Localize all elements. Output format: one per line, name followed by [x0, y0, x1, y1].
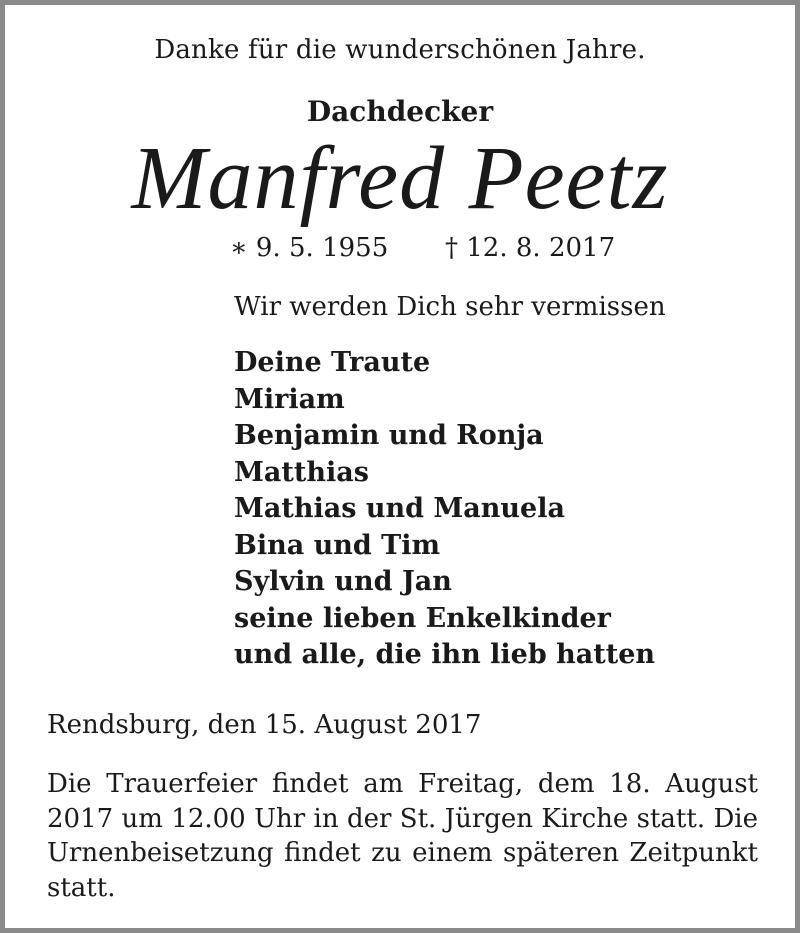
mourner: Deine Traute	[234, 347, 431, 378]
mourners-list	[234, 345, 655, 674]
mourner: Bina und Tim	[234, 529, 441, 561]
mourner: Miriam	[234, 383, 345, 415]
mourner: Benjamin und Ronja	[234, 420, 544, 451]
place-and-date: Rendsburg, den 15. August 2017	[47, 710, 482, 740]
mourner: und alle, die ihn lieb hatten	[234, 639, 656, 670]
mourner: Mathias und Manuela	[234, 493, 565, 524]
epigraph: Danke für die wunderschönen Jahre.	[154, 35, 646, 65]
ceremony-info: Die Trauerfeier findet am Freitag, dem 18. August 2017 um 12.00 Uhr in der St. Jürgen Kirche statt. Die Urnenbeisetzung findet zu einem späteren Zeitpunkt statt.	[47, 769, 758, 903]
birth-date: ∗ 9. 5. 1955	[230, 233, 389, 263]
mourner: seine lieben Enkelkinder	[234, 602, 611, 634]
farewell-line: Wir werden Dich sehr vermissen	[234, 292, 666, 322]
deceased-name: Manfred Peetz	[131, 129, 669, 228]
profession: Dachdecker	[306, 95, 494, 128]
mourner: Matthias	[234, 456, 369, 488]
death-date: † 12. 8. 2017	[445, 233, 616, 263]
mourner: Sylvin und Jan	[234, 566, 452, 597]
